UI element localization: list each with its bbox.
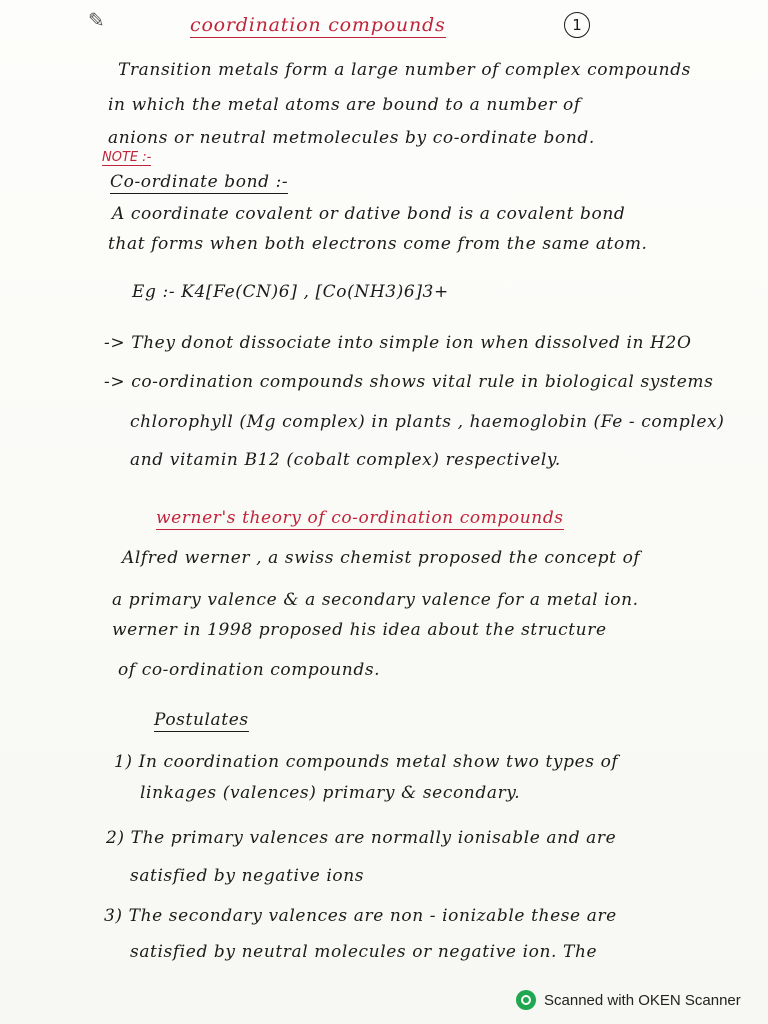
page-title: coordination compounds [190,14,446,36]
postulate-2: 2) The primary valences are normally ionisable and are [106,828,617,848]
werner-line-2: a primary valence & a secondary valence for a metal ion. [112,590,639,610]
werner-line-3: werner in 1998 proposed his idea about the structure [112,620,607,640]
postulates-heading: Postulates [154,710,249,730]
margin-scribble-icon: ✎ [88,8,105,32]
intro-line-3: anions or neutral metmolecules by co-ordinate bond. [108,128,595,148]
note-label: NOTE :- [102,150,152,165]
intro-line-2: in which the metal atoms are bound to a number of [108,95,581,115]
postulate-3-cont: satisfied by neutral molecules or negative ion. The [130,942,598,962]
postulate-1-cont: linkages (valences) primary & secondary. [140,783,521,803]
example-formulas: Eg :- K4[Fe(CN)6] , [Co(NH3)6]3+ [132,282,449,302]
scanner-watermark-text: Scanned with OKEN Scanner [544,991,741,1009]
postulate-3: 3) The secondary valences are non - ionizable these are [104,906,617,926]
point-2-cont-2: and vitamin B12 (cobalt complex) respectively. [130,450,561,470]
note-line-1: A coordinate covalent or dative bond is a covalent bond [112,204,626,224]
point-2-cont-1: chlorophyll (Mg complex) in plants , haemoglobin (Fe - complex) [130,412,725,432]
werner-line-1: Alfred werner , a swiss chemist proposed the concept of [122,548,641,568]
oken-scanner-logo-icon [516,990,536,1010]
note-line-2: that forms when both electrons come from the same atom. [108,234,648,254]
point-1: -> They donot dissociate into simple ion when dissolved in H2O [104,333,692,353]
postulate-2-cont: satisfied by negative ions [130,866,365,886]
page-number: 1 [564,12,590,38]
postulate-1: 1) In coordination compounds metal show two types of [114,752,619,772]
coordinate-bond-heading: Co-ordinate bond :- [110,172,289,192]
werner-theory-heading: werner's theory of co-ordination compounds [156,508,564,528]
werner-line-4: of co-ordination compounds. [118,660,381,680]
scanner-watermark [516,990,741,1010]
intro-line-1: Transition metals form a large number of complex compounds [118,60,692,80]
point-2: -> co-ordination compounds shows vital rule in biological systems [104,372,714,392]
